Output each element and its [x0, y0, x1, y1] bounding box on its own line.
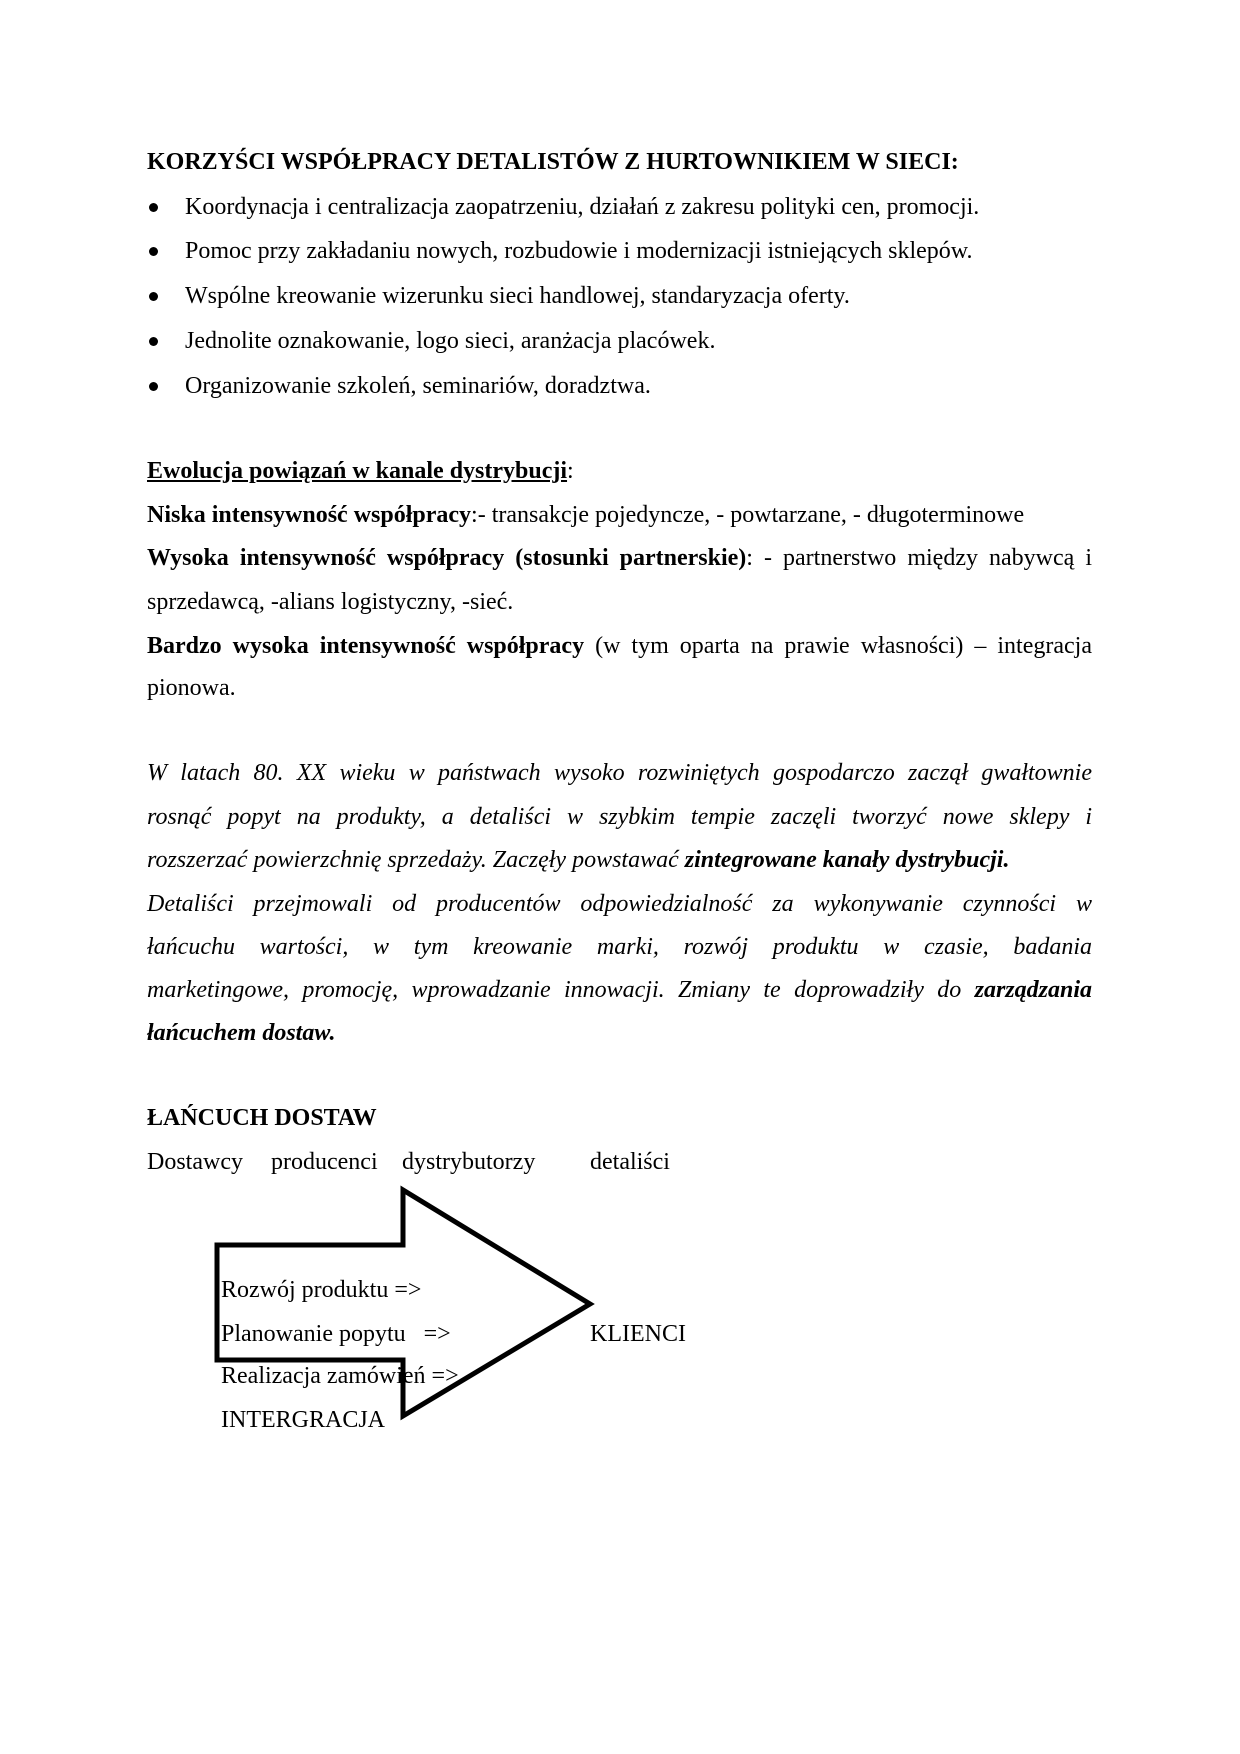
chain-step: producenci: [271, 1149, 378, 1175]
very-high-intensity-text-cont: pionowa.: [147, 675, 236, 701]
paragraph-line: łańcuchem dostaw.: [147, 1020, 336, 1046]
integration-label: INTERGRACJA: [221, 1407, 386, 1433]
very-high-intensity-text: (w tym oparta na prawie własności) – integracja: [584, 633, 1092, 659]
list-item: Jednolite oznakowanie, logo sieci, aranżacja placówek.: [185, 328, 716, 354]
paragraph-text: marketingowe, promocję, wprowadzanie innowacji. Zmiany te doprowadziły do: [147, 977, 975, 1003]
high-intensity-label: Wysoka intensywność współpracy (stosunki partnerskie): [147, 545, 747, 571]
paragraph-text: rozszerzać powierzchnię sprzedaży. Zaczęły powstawać: [147, 847, 685, 873]
section-title: ŁAŃCUCH DOSTAW: [147, 1105, 377, 1131]
paragraph-emphasis: zarządzania: [974, 977, 1092, 1003]
chain-step: Dostawcy: [147, 1149, 243, 1175]
low-intensity-text: :- transakcje pojedyncze, - powtarzane, - długoterminowe: [471, 502, 1025, 528]
arrow-item: Rozwój produktu =>: [221, 1277, 422, 1303]
low-intensity-label: Niska intensywność współpracy: [147, 502, 472, 528]
paragraph-line: W latach 80. XX wieku w państwach wysoko rozwiniętych gospodarczo zaczął gwałtownie: [147, 760, 1092, 786]
chain-step: detaliści: [590, 1149, 670, 1175]
list-item: Organizowanie szkoleń, seminariów, doradztwa.: [185, 373, 651, 399]
paragraph-emphasis: zintegrowane kanały dystrybucji.: [684, 847, 1010, 873]
paragraph-line: łańcuchu wartości, w tym kreowanie marki, rozwój produktu w czasie, badania: [147, 934, 1092, 960]
paragraph-line: rosnąć popyt na produkty, a detaliści w szybkim tempie zaczęli tworzyć nowe sklepy i: [147, 804, 1092, 830]
arrow-item: Realizacja zamówień =>: [221, 1363, 459, 1389]
very-high-intensity-label: Bardzo wysoka intensywność współpracy: [147, 633, 585, 659]
high-intensity-text: : - partnerstwo między nabywcą i: [746, 545, 1092, 571]
list-item: Pomoc przy zakładaniu nowych, rozbudowie i modernizacji istniejących sklepów.: [185, 238, 973, 264]
heading-text: Ewolucja powiązań w kanale dystrybucji: [147, 458, 568, 484]
high-intensity-text-cont: sprzedawcą, -alians logistyczny, -sieć.: [147, 589, 514, 615]
paragraph-line: Detaliści przejmowali od producentów odpowiedzialność za wykonywanie czynności w: [147, 891, 1092, 917]
section-title: KORZYŚCI WSPÓŁPRACY DETALISTÓW Z HURTOWNIKIEM W SIECI:: [147, 149, 959, 175]
heading-colon: :: [567, 458, 574, 484]
arrow-item: Planowanie popytu =>: [221, 1321, 451, 1347]
list-item: Wspólne kreowanie wizerunku sieci handlowej, standaryzacja oferty.: [185, 283, 850, 309]
chain-step: dystrybutorzy: [402, 1149, 536, 1175]
list-item: Koordynacja i centralizacja zaopatrzeniu, działań z zakresu polityki cen, promocji.: [185, 194, 980, 220]
clients-label: KLIENCI: [590, 1321, 686, 1347]
